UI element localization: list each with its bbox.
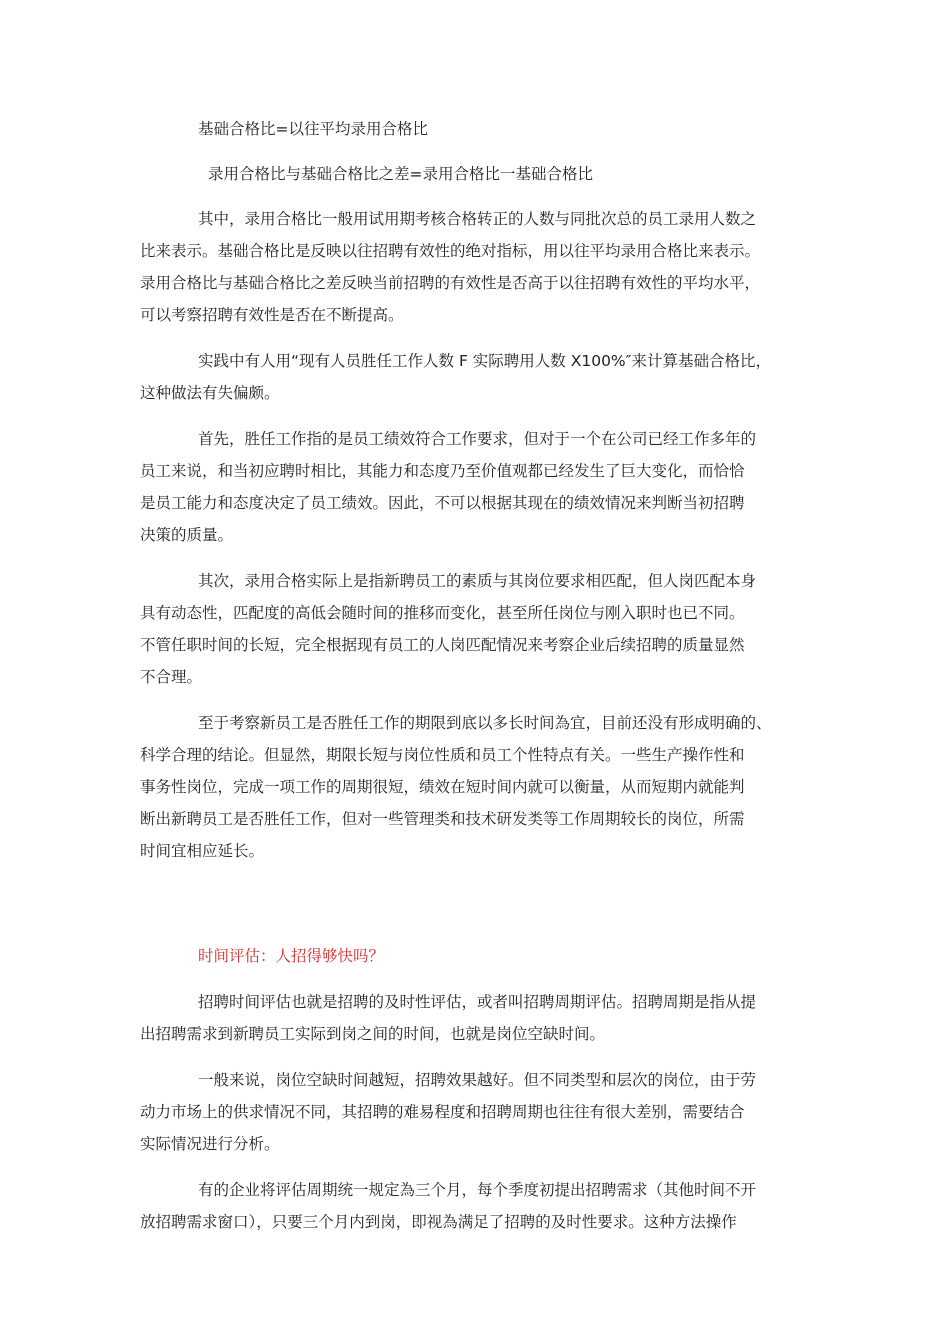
- paragraph-1-line-4: 可以考察招聘有效性是否在不断提高。: [140, 306, 404, 324]
- paragraph-2-line-1: 实践中有人用“现有人员胜任工作人数 F 实际聘用人数 X100%″来计算基础合格比，: [198, 352, 771, 370]
- paragraph-1-line-3: 录用合格比与基础合格比之差反映当前招聘的有效性是否高于以往招聘有效性的平均水平，: [140, 274, 761, 292]
- paragraph-3-line-2: 员工来说，和当初应聘时相比，其能力和态度乃至价值观都已经发生了巨大变化，而恰恰: [140, 462, 745, 480]
- paragraph-5-line-4: 断出新聘员工是否胜任工作，但对一些管理类和技术研发类等工作周期较长的岗位，所需: [140, 810, 745, 828]
- paragraph-5-line-5: 时间宜相应延长。: [140, 842, 265, 860]
- section-paragraph-1-line-2: 出招聘需求到新聘员工实际到岗之间的时间，也就是岗位空缺时间。: [140, 1025, 606, 1043]
- paragraph-5-line-3: 事务性岗位，完成一项工作的周期很短，绩效在短时间内就可以衡量，从而短期内就能判: [140, 778, 745, 796]
- paragraph-3-line-1: 首先，胜任工作指的是员工绩效符合工作要求，但对于一个在公司已经工作多年的: [198, 430, 757, 448]
- paragraph-4-line-2: 具有动态性，匹配度的高低会随时间的推移而变化，甚至所任岗位与刚入职时也已不同。: [140, 604, 745, 622]
- paragraph-1-line-1: 其中，录用合格比一般用试用期考核合格转正的人数与同批次总的员工录用人数之: [198, 210, 757, 228]
- paragraph-4-line-3: 不管任职时间的长短，完全根据现有员工的人岗匹配情况来考察企业后续招聘的质量显然: [140, 636, 745, 654]
- section-paragraph-2-line-3: 实际情况进行分析。: [140, 1135, 280, 1153]
- formula-base-ratio: 基础合格比=以往平均录用合格比: [198, 120, 428, 138]
- paragraph-1-line-2: 比来表示。基础合格比是反映以往招聘有效性的绝对指标，用以往平均录用合格比来表示。: [140, 242, 761, 260]
- paragraph-4-line-1: 其次，录用合格实际上是指新聘员工的素质与其岗位要求相匹配，但人岗匹配本身: [198, 572, 757, 590]
- paragraph-5-line-1: 至于考察新员工是否胜任工作的期限到底以多长时间為宜，目前还没有形成明确的、: [198, 714, 772, 732]
- section-heading: 时间评估：人招得够快吗？: [198, 947, 385, 965]
- section-paragraph-2-line-1: 一般来说，岗位空缺时间越短，招聘效果越好。但不同类型和层次的岗位，由于劳: [198, 1071, 757, 1089]
- paragraph-3-line-3: 是员工能力和态度决定了员工绩效。因此，不可以根据其现在的绩效情况来判断当初招聘: [140, 494, 745, 512]
- paragraph-3-line-4: 决策的质量。: [140, 526, 234, 544]
- formula-ratio-difference: 录用合格比与基础合格比之差=录用合格比一基础合格比: [208, 165, 593, 183]
- section-paragraph-2-line-2: 动力市场上的供求情况不同，其招聘的难易程度和招聘周期也往往有很大差别，需要结合: [140, 1103, 745, 1121]
- paragraph-2-line-2: 这种做法有失偏颇。: [140, 384, 280, 402]
- paragraph-4-line-4: 不合理。: [140, 668, 203, 686]
- section-paragraph-1-line-1: 招聘时间评估也就是招聘的及时性评估，或者叫招聘周期评估。招聘周期是指从提: [198, 993, 757, 1011]
- section-paragraph-3-line-1: 有的企业将评估周期统一规定為三个月，每个季度初提出招聘需求（其他时间不开: [198, 1181, 757, 1199]
- paragraph-5-line-2: 科学合理的结论。但显然，期限长短与岗位性质和员工个性特点有关。一些生产操作性和: [140, 746, 745, 764]
- section-paragraph-3-line-2: 放招聘需求窗口），只要三个月内到岗，即视為满足了招聘的及时性要求。这种方法操作: [140, 1213, 737, 1231]
